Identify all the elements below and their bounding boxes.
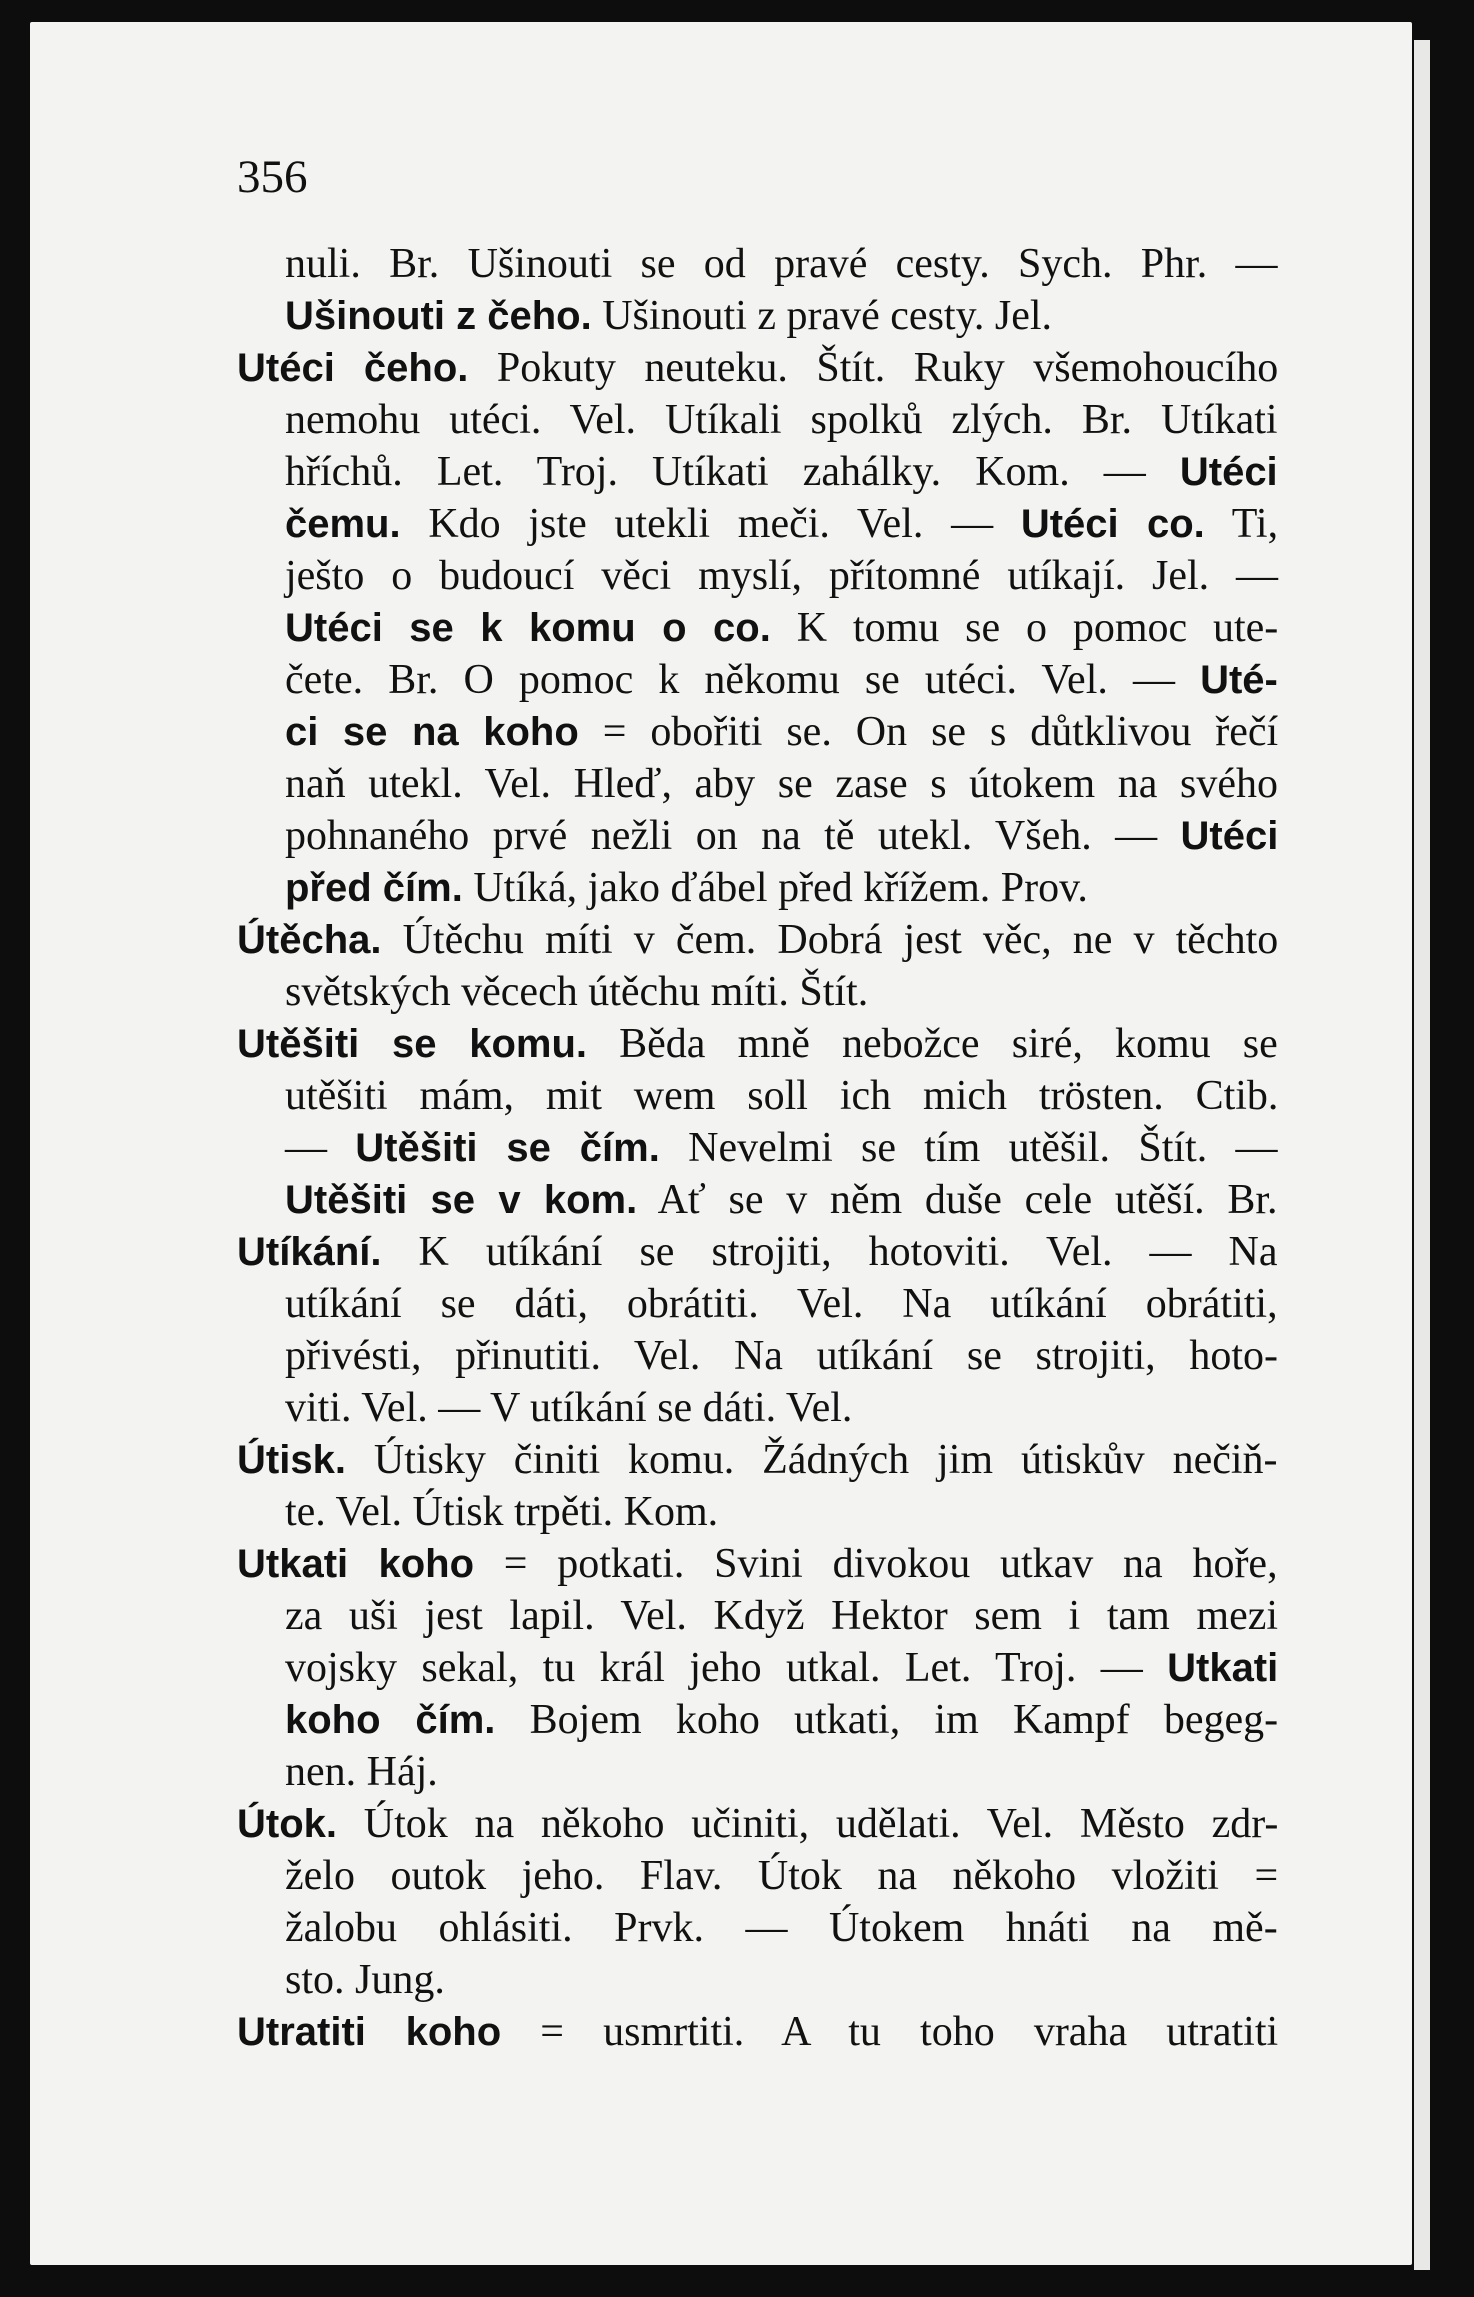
definition-text: Pokuty neuteku. Štít. Ruky všemohoucího xyxy=(468,345,1279,391)
definition-text: nuli. Br. Ušinouti se od pravé cesty. Sych. Phr. — xyxy=(285,241,1278,287)
headword: Utěšiti se v kom. xyxy=(285,1178,638,1222)
definition-text: Běda mně nebožce siré, komu se xyxy=(587,1021,1278,1067)
definition-text: vojsky sekal, tu král jeho utkal. Let. Troj. — xyxy=(285,1645,1168,1691)
definition-text: Ušinouti z pravé cesty. Jel. xyxy=(591,293,1053,339)
text-line xyxy=(285,1174,1278,1226)
definition-text: přivésti, přinutiti. Vel. Na utíkání se strojiti, hoto- xyxy=(285,1333,1278,1379)
text-line xyxy=(285,1122,1277,1174)
text-line xyxy=(285,862,1088,914)
headword: čemu. xyxy=(285,502,401,546)
definition-text: nemohu utéci. Vel. Utíkali spolků zlých. Br. Utíkati xyxy=(285,397,1278,443)
text-line xyxy=(285,550,1278,602)
text-line xyxy=(237,1798,1278,1850)
text-line xyxy=(285,498,1278,550)
headword: Utéci čeho. xyxy=(237,346,469,390)
definition-text: Ti, xyxy=(1204,501,1279,547)
definition-text: světských věcech útěchu míti. Štít. xyxy=(285,969,869,1015)
text-line xyxy=(285,1590,1278,1642)
definition-text: Útok na někoho učiniti, udělati. Vel. Město zdr- xyxy=(337,1801,1279,1847)
text-line xyxy=(285,1070,1278,1122)
definition-text: Útisky činiti komu. Žádných jim útiskův nečiň- xyxy=(345,1437,1278,1483)
text-line xyxy=(237,1226,1278,1278)
headword: Útěcha. xyxy=(237,918,382,962)
page-number: 356 xyxy=(237,151,308,203)
headword: Útok. xyxy=(237,1802,337,1846)
text-line xyxy=(285,290,1052,342)
headword: před čím. xyxy=(285,866,463,910)
definition-text: K utíkání se strojiti, hotoviti. Vel. — Na xyxy=(381,1229,1278,1275)
headword: Uté- xyxy=(1200,658,1278,702)
text-line xyxy=(285,758,1278,810)
definition-text: Bojem koho utkati, im Kampf begeg- xyxy=(495,1697,1279,1743)
headword: Utéci xyxy=(1179,450,1278,494)
definition-text: — xyxy=(285,1125,356,1171)
text-line xyxy=(237,1434,1278,1486)
headword: Útisk. xyxy=(237,1438,346,1482)
text-line xyxy=(285,966,868,1018)
text-line xyxy=(285,238,1278,290)
headword: Utíkání. xyxy=(237,1230,382,1274)
definition-text: želo outok jeho. Flav. Útok na někoho vložiti = xyxy=(285,1853,1279,1899)
text-line xyxy=(285,1902,1278,1954)
headword: Utéci se k komu o co. xyxy=(285,606,771,650)
definition-text: sto. Jung. xyxy=(285,1957,445,2003)
headword: Ušinouti z čeho. xyxy=(285,294,592,338)
definition-text: Utíká, jako ďábel před křížem. Prov. xyxy=(462,865,1088,911)
definition-text: = usmrtiti. A tu toho vraha utratiti xyxy=(501,2009,1279,2055)
headword: Utěšiti se čím. xyxy=(355,1126,660,1170)
headword: Utratiti koho xyxy=(237,2010,502,2054)
definition-text: za uši jest lapil. Vel. Když Hektor sem i tam mezi xyxy=(285,1593,1279,1639)
text-line xyxy=(285,1330,1278,1382)
text-line xyxy=(285,654,1278,706)
text-line xyxy=(285,1486,718,1538)
text-line xyxy=(285,394,1278,446)
text-line xyxy=(237,1018,1278,1070)
headword: ci se na koho xyxy=(285,710,579,754)
headword: Utéci xyxy=(1180,814,1279,858)
text-line xyxy=(237,342,1278,394)
definition-text: Útěchu míti v čem. Dobrá jest věc, ne v těchto xyxy=(381,917,1279,963)
text-line xyxy=(285,1642,1278,1694)
text-line xyxy=(285,1278,1278,1330)
headword: Utěšiti se komu. xyxy=(237,1022,588,1066)
text-line xyxy=(285,1694,1278,1746)
text-line xyxy=(285,810,1278,862)
definition-text: nen. Háj. xyxy=(285,1749,438,1795)
definition-text: hříchů. Let. Troj. Utíkati zahálky. Kom. — xyxy=(285,449,1180,495)
text-line xyxy=(237,914,1278,966)
definition-text: naň utekl. Vel. Hleď, aby se zase s útokem na svého xyxy=(285,761,1278,807)
definition-text: = potkati. Svini divokou utkav na hoře, xyxy=(474,1541,1278,1587)
definition-text: utěšiti mám, mit wem soll ich mich trösten. Ctib. xyxy=(285,1073,1279,1119)
text-line xyxy=(285,1850,1278,1902)
text-line xyxy=(285,1382,852,1434)
headword: koho čím. xyxy=(285,1698,496,1742)
definition-text: pohnaného prvé nežli on na tě utekl. Všeh. — xyxy=(285,813,1181,859)
text-line xyxy=(237,1538,1278,1590)
text-line xyxy=(285,446,1278,498)
definition-text: utíkání se dáti, obrátiti. Vel. Na utíkání obrátiti, xyxy=(285,1281,1278,1327)
headword: Utéci co. xyxy=(1020,502,1205,546)
definition-text: Ať se v něm duše cele utěší. Br. xyxy=(637,1177,1278,1223)
definition-text: viti. Vel. — V utíkání se dáti. Vel. xyxy=(285,1385,853,1431)
headword: Utkati xyxy=(1167,1646,1279,1690)
definition-text: Nevelmi se tím utěšil. Štít. — xyxy=(659,1125,1278,1171)
text-line xyxy=(237,2006,1278,2058)
definition-text: žalobu ohlásiti. Prvk. — Útokem hnáti na mě- xyxy=(285,1905,1278,1951)
text-line xyxy=(285,1954,445,2006)
definition-text: ješto o budoucí věci myslí, přítomné utíkají. Jel. — xyxy=(285,553,1279,599)
text-line xyxy=(285,1746,438,1798)
headword: Utkati koho xyxy=(237,1542,475,1586)
definition-text: Kdo jste utekli meči. Vel. — xyxy=(400,501,1021,547)
definition-text: = obořiti se. On se s důtklivou řečí xyxy=(578,709,1279,755)
definition-text: čete. Br. O pomoc k někomu se utéci. Vel. — xyxy=(285,657,1201,703)
text-line xyxy=(285,602,1278,654)
text-line xyxy=(285,706,1278,758)
definition-text: te. Vel. Útisk trpěti. Kom. xyxy=(285,1489,719,1535)
definition-text: K tomu se o pomoc ute- xyxy=(770,605,1279,651)
